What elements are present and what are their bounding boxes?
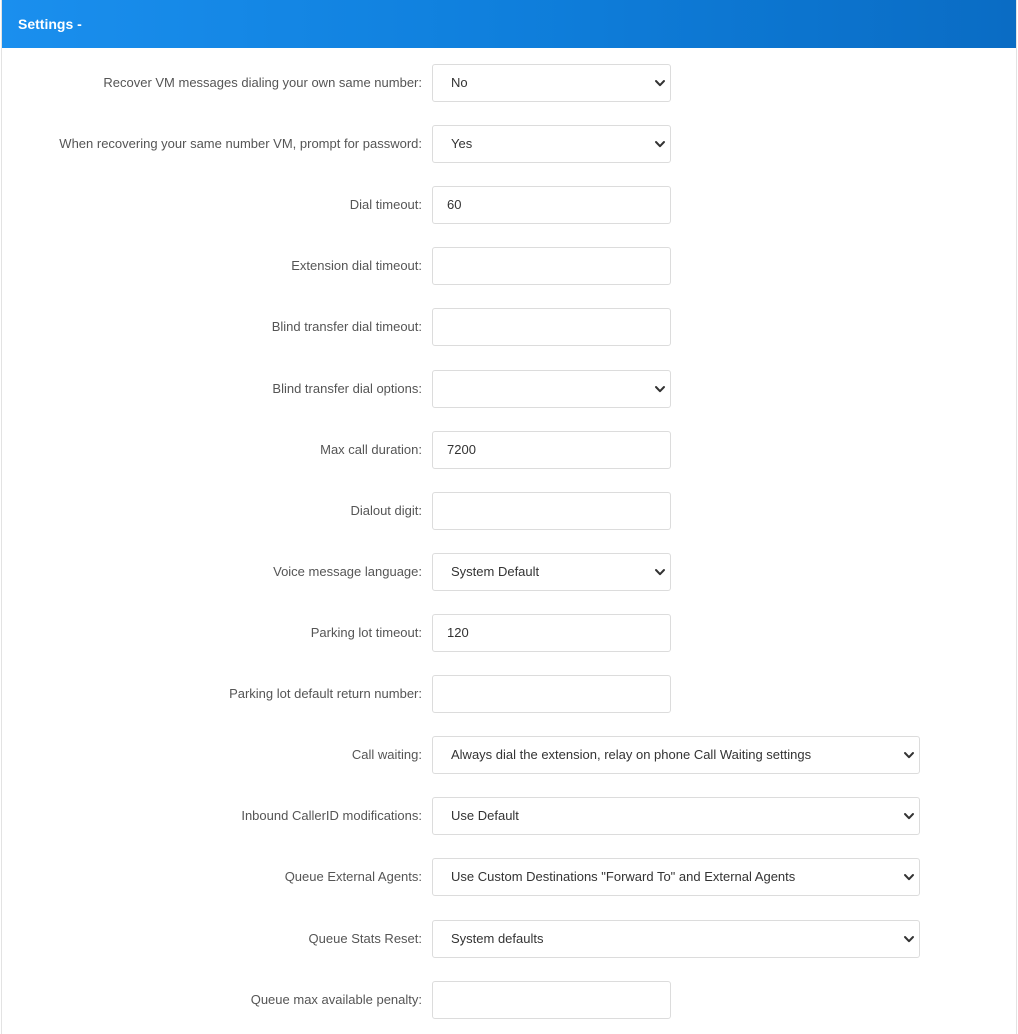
select-queue-stats-reset[interactable] <box>432 920 920 958</box>
input-max-call-duration[interactable] <box>432 431 671 469</box>
input-extension-dial-timeout[interactable] <box>432 247 671 285</box>
setting-row-dialout-digit <box>2 492 1018 530</box>
select-recover-vm-messages-dialing-your-own-same-number[interactable] <box>432 64 671 102</box>
field-value: 7200 <box>447 442 476 457</box>
chevron-down-icon <box>903 749 915 761</box>
input-queue-max-available-penalty[interactable] <box>432 981 671 1019</box>
setting-label-call-waiting: Call waiting: <box>351 747 422 762</box>
setting-label-queue-external-agents: Queue External Agents: <box>284 869 422 884</box>
select-queue-external-agents[interactable] <box>432 858 920 896</box>
setting-row-voice-message-language <box>2 553 1018 591</box>
setting-row-parking-lot-default-return-number <box>2 675 1018 713</box>
chevron-down-icon <box>903 810 915 822</box>
field-value: 120 <box>447 625 469 640</box>
setting-label-blind-transfer-dial-timeout: Blind transfer dial timeout: <box>271 319 422 334</box>
field-value: System Default <box>451 564 540 579</box>
chevron-down-icon <box>654 138 666 150</box>
setting-row-recover-vm-messages-dialing-your-own-same-number <box>2 64 1018 102</box>
select-when-recovering-your-same-number-vm-prompt-for-password[interactable] <box>432 125 671 163</box>
field-value: Use Default <box>451 808 519 823</box>
setting-label-parking-lot-timeout: Parking lot timeout: <box>310 625 422 640</box>
input-dial-timeout[interactable] <box>432 186 671 224</box>
setting-row-extension-dial-timeout <box>2 247 1018 285</box>
chevron-down-icon <box>903 933 915 945</box>
setting-row-when-recovering-your-same-number-vm-prompt-for-password <box>2 125 1018 163</box>
setting-row-queue-stats-reset <box>2 920 1018 958</box>
field-value: 60 <box>447 197 462 212</box>
setting-label-recover-vm-messages-dialing-your-own-same-number: Recover VM messages dialing your own same number: <box>103 75 422 90</box>
select-voice-message-language[interactable] <box>432 553 671 591</box>
field-value: System defaults <box>451 931 544 946</box>
setting-label-when-recovering-your-same-number-vm-prompt-for-password: When recovering your same number VM, prompt for password: <box>59 136 422 151</box>
setting-row-dial-timeout <box>2 186 1018 224</box>
setting-label-parking-lot-default-return-number: Parking lot default return number: <box>229 686 422 701</box>
chevron-down-icon <box>654 383 666 395</box>
setting-row-inbound-callerid-modifications <box>2 797 1018 835</box>
setting-row-max-call-duration <box>2 431 1018 469</box>
setting-row-call-waiting <box>2 736 1018 774</box>
chevron-down-icon <box>903 871 915 883</box>
setting-label-queue-stats-reset: Queue Stats Reset: <box>308 931 422 946</box>
setting-row-parking-lot-timeout <box>2 614 1018 652</box>
chevron-down-icon <box>654 77 666 89</box>
field-value: Use Custom Destinations "Forward To" and External Agents <box>451 869 796 884</box>
setting-label-blind-transfer-dial-options: Blind transfer dial options: <box>272 381 422 396</box>
input-dialout-digit[interactable] <box>432 492 671 530</box>
setting-row-queue-max-available-penalty <box>2 981 1018 1019</box>
select-blind-transfer-dial-options[interactable] <box>432 370 671 408</box>
input-parking-lot-default-return-number[interactable] <box>432 675 671 713</box>
setting-row-blind-transfer-dial-options <box>2 370 1018 408</box>
select-inbound-callerid-modifications[interactable] <box>432 797 920 835</box>
setting-label-dialout-digit: Dialout digit: <box>350 503 422 518</box>
settings-panel <box>1 0 1017 1034</box>
input-blind-transfer-dial-timeout[interactable] <box>432 308 671 346</box>
setting-label-inbound-callerid-modifications: Inbound CallerID modifications: <box>241 808 422 823</box>
panel-header <box>2 0 1016 48</box>
panel-title: Settings - <box>18 16 82 32</box>
field-value: Always dial the extension, relay on phone Call Waiting settings <box>451 747 812 762</box>
chevron-down-icon <box>654 566 666 578</box>
setting-label-extension-dial-timeout: Extension dial timeout: <box>291 258 422 273</box>
setting-row-blind-transfer-dial-timeout <box>2 308 1018 346</box>
select-call-waiting[interactable] <box>432 736 920 774</box>
setting-label-max-call-duration: Max call duration: <box>320 442 422 457</box>
setting-label-queue-max-available-penalty: Queue max available penalty: <box>250 992 422 1007</box>
setting-row-queue-external-agents <box>2 858 1018 896</box>
setting-label-dial-timeout: Dial timeout: <box>349 197 422 212</box>
field-value: No <box>451 75 468 90</box>
setting-label-voice-message-language: Voice message language: <box>273 564 422 579</box>
input-parking-lot-timeout[interactable] <box>432 614 671 652</box>
field-value: Yes <box>451 136 473 151</box>
